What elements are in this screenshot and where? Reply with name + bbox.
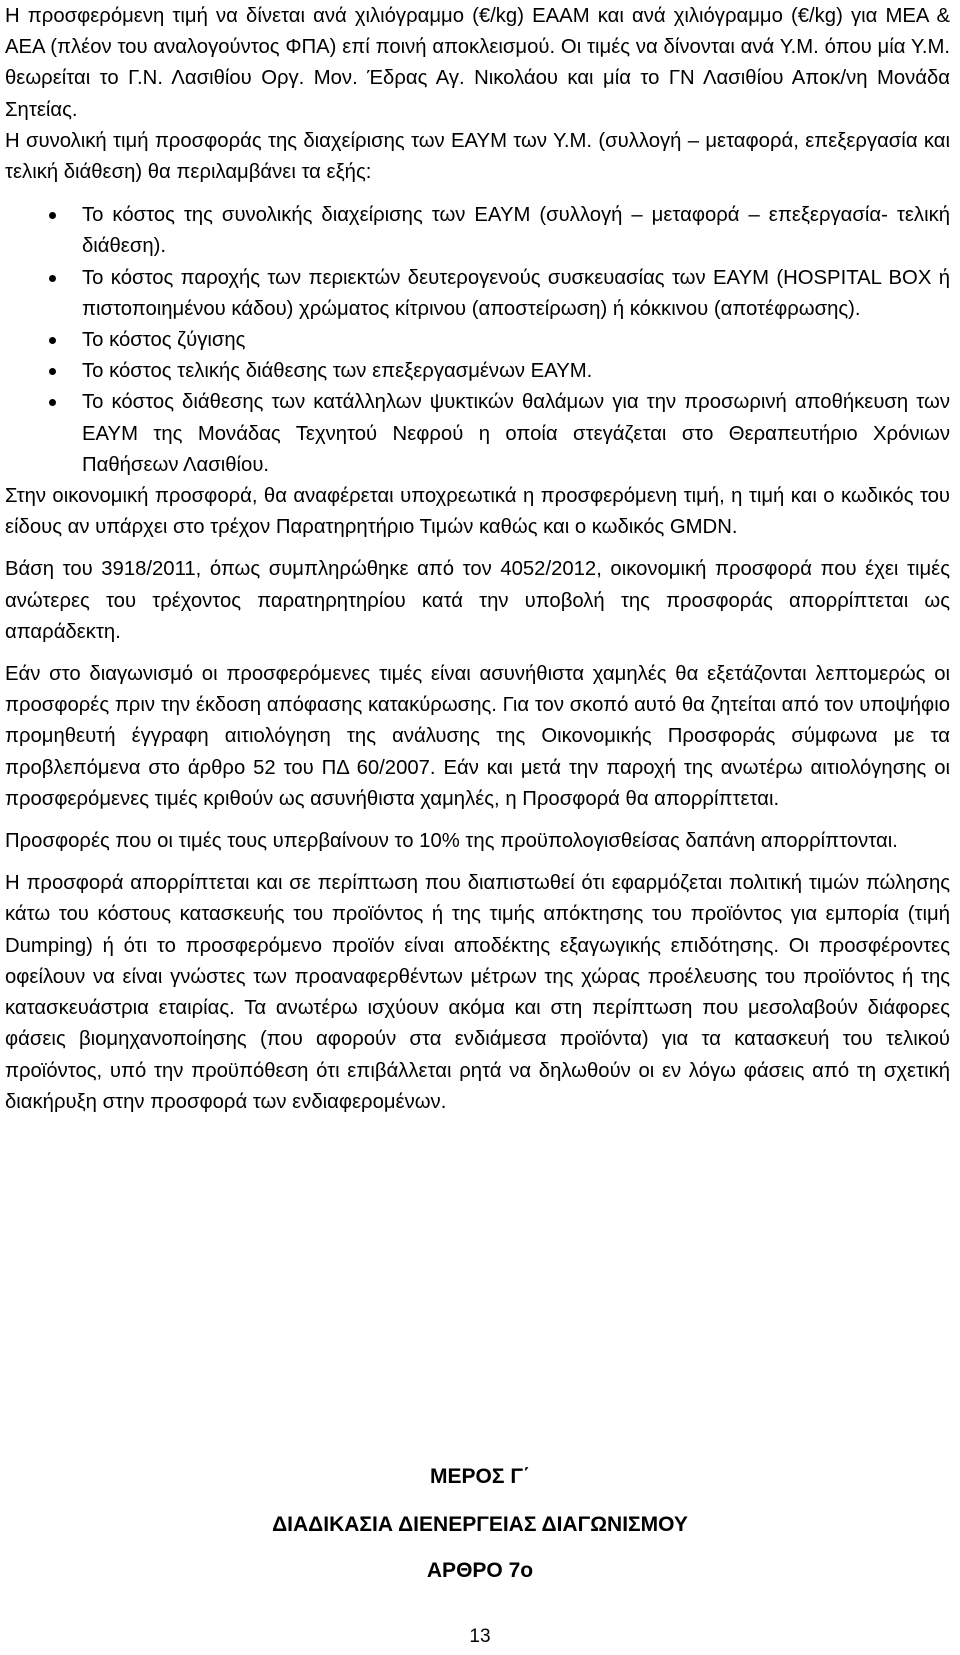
list-item [5, 263, 950, 325]
bullet-icon [49, 337, 56, 344]
bullet-icon [49, 212, 56, 219]
document-body [5, 0, 950, 1118]
list-item [5, 387, 950, 481]
paragraph-abnormally-low-prices: Εάν στο διαγωνισμό οι προσφερόμενες τιμές είναι ασυνήθιστα χαμηλές θα εξετάζονται λεπτομερώς οι προσφορές πριν την έκδοση απόφασης κατακύρωσης. Για τον σκοπό αυτό θα ζητείται από τον υποψήφιο προμηθευτή έγγραφη αιτιολόγηση της ανάλυσης της Οικονομικής Προσφοράς σύμφωνα με τα προβλεπόμενα στο άρθρο 52 του ΠΔ 60/2007. Εάν και μετά την παροχή της ανωτέρω αιτιολόγησης οι προσφερόμενες τιμές κριθούν ως ασυνήθιστα χαμηλές, η Προσφορά θα απορρίπτεται. [5, 663, 950, 810]
list-item [5, 356, 950, 387]
list-item [5, 325, 950, 356]
list-item-text: Το κόστος παροχής των περιεκτών δευτερογενούς συσκευασίας των ΕΑΥΜ (HOSPITAL BOX ή πιστοποιημένου κάδου) χρώματος κίτρινου (αποστείρωση) ή κόκκινου (αποτέφρωσης). [82, 266, 950, 320]
bullet-icon [49, 368, 56, 375]
list-item [5, 200, 950, 262]
paragraph-budget-exceeded: Προσφορές που οι τιμές τους υπερβαίνουν το 10% της προϋπολογισθείσας δαπάνη απορρίπτονται. [5, 830, 898, 853]
paragraph-observatory-prices: Βάση του 3918/2011, όπως συμπληρώθηκε από τον 4052/2012, οικονομική προσφορά που έχει τιμές ανώτερες του τρέχοντος παρατηρητηρίου κατά την υποβολή της προσφοράς απορρίπτεται ως απαράδεκτη. [5, 558, 950, 643]
article-heading: ΑΡΘΡΟ 7ο [426, 1559, 534, 1582]
bullet-icon [49, 275, 56, 282]
cost-items-list [5, 200, 950, 481]
list-item-text: Το κόστος ζύγισης [82, 329, 246, 352]
list-item-text: Το κόστος της συνολικής διαχείρισης των ΕΑΥΜ (συλλογή – μεταφορά – επεξεργασία- τελική διάθεση). [82, 204, 950, 258]
paragraph-price-per-kg: Η προσφερόμενη τιμή να δίνεται ανά χιλιόγραμμο (€/kg) ΕΑΑΜ και ανά χιλιόγραμμο (€/kg) για ΜΕΑ & ΑΕΑ (πλέον του αναλογούντος ΦΠΑ) επί ποινή αποκλεισμού. Οι τιμές να δίνονται ανά Υ.Μ. όπου μία Υ.Μ. θεωρείται το Γ.Ν. Λασιθίου Οργ. Μον. Έδρας Αγ. Νικολάου και μία το ΓΝ Λασιθίου Αποκ/νη Μονάδα Σητείας. [5, 5, 950, 121]
list-item-text: Το κόστος τελικής διάθεσης των επεξεργασμένων ΕΑΥΜ. [82, 360, 593, 383]
procedure-heading: ΔΙΑΔΙΚΑΣΙΑ ΔΙΕΝΕΡΓΕΙΑΣ ΔΙΑΓΩΝΙΣΜΟΥ [272, 1513, 688, 1536]
section-heading: ΜΕΡΟΣ Γ΄ [430, 1465, 530, 1488]
list-item-text: Το κόστος διάθεσης των κατάλληλων ψυκτικών θαλάμων για την προσωρινή αποθήκευση των ΕΑΥΜ της Μονάδας Τεχνητού Νεφρού η οποία στεγάζεται στο Θεραπευτήριο Χρόνιων Παθήσεων Λασιθίου. [82, 391, 950, 476]
bullet-icon [49, 399, 56, 406]
paragraph-total-price-includes: Η συνολική τιμή προσφοράς της διαχείρισης των ΕΑΥΜ των Υ.Μ. (συλλογή – μεταφορά, επεξεργασία και τελική διάθεση) θα περιλαμβάνει τα εξής: [5, 129, 950, 184]
page-number: 13 [469, 1626, 491, 1647]
paragraph-dumping: Η προσφορά απορρίπτεται και σε περίπτωση που διαπιστωθεί ότι εφαρμόζεται πολιτική τιμών πώλησης κάτω του κόστους κατασκευής του προϊόντος ή της τιμής απόκτησης του προϊόντος για εμπορία (τιμή Dumping) ή ότι το προσφερόμενο προϊόν είναι αποδέκτης εξαγωγικής επιδότησης. Οι προσφέροντες οφείλουν να είναι γνώστες των προαναφερθέντων μέτρων της χώρας προέλευσης του προϊόντος ή της κατασκευάστρια εταιρίας. Τα ανωτέρω ισχύουν ακόμα και στη περίπτωση που μεσολαβούν διάφορες φάσεις βιομηχανοποίησης (που αφορούν στα ενδιάμεσα προϊόντα) για τα κατασκευή του τελικού προϊόντος, υπό την προϋπόθεση ότι επιβάλλεται ρητά να δηλωθούν οι εν λόγω φάσεις από τη σχετική διακήρυξη στην προσφορά των ενδιαφερομένων. [5, 872, 950, 1113]
paragraph-financial-offer: Στην οικονομική προσφορά, θα αναφέρεται υποχρεωτικά η προσφερόμενη τιμή, η τιμή και ο κωδικός του είδους αν υπάρχει στο τρέχον Παρατηρητήριο Τιμών καθώς και ο κωδικός GMDN. [5, 485, 950, 539]
